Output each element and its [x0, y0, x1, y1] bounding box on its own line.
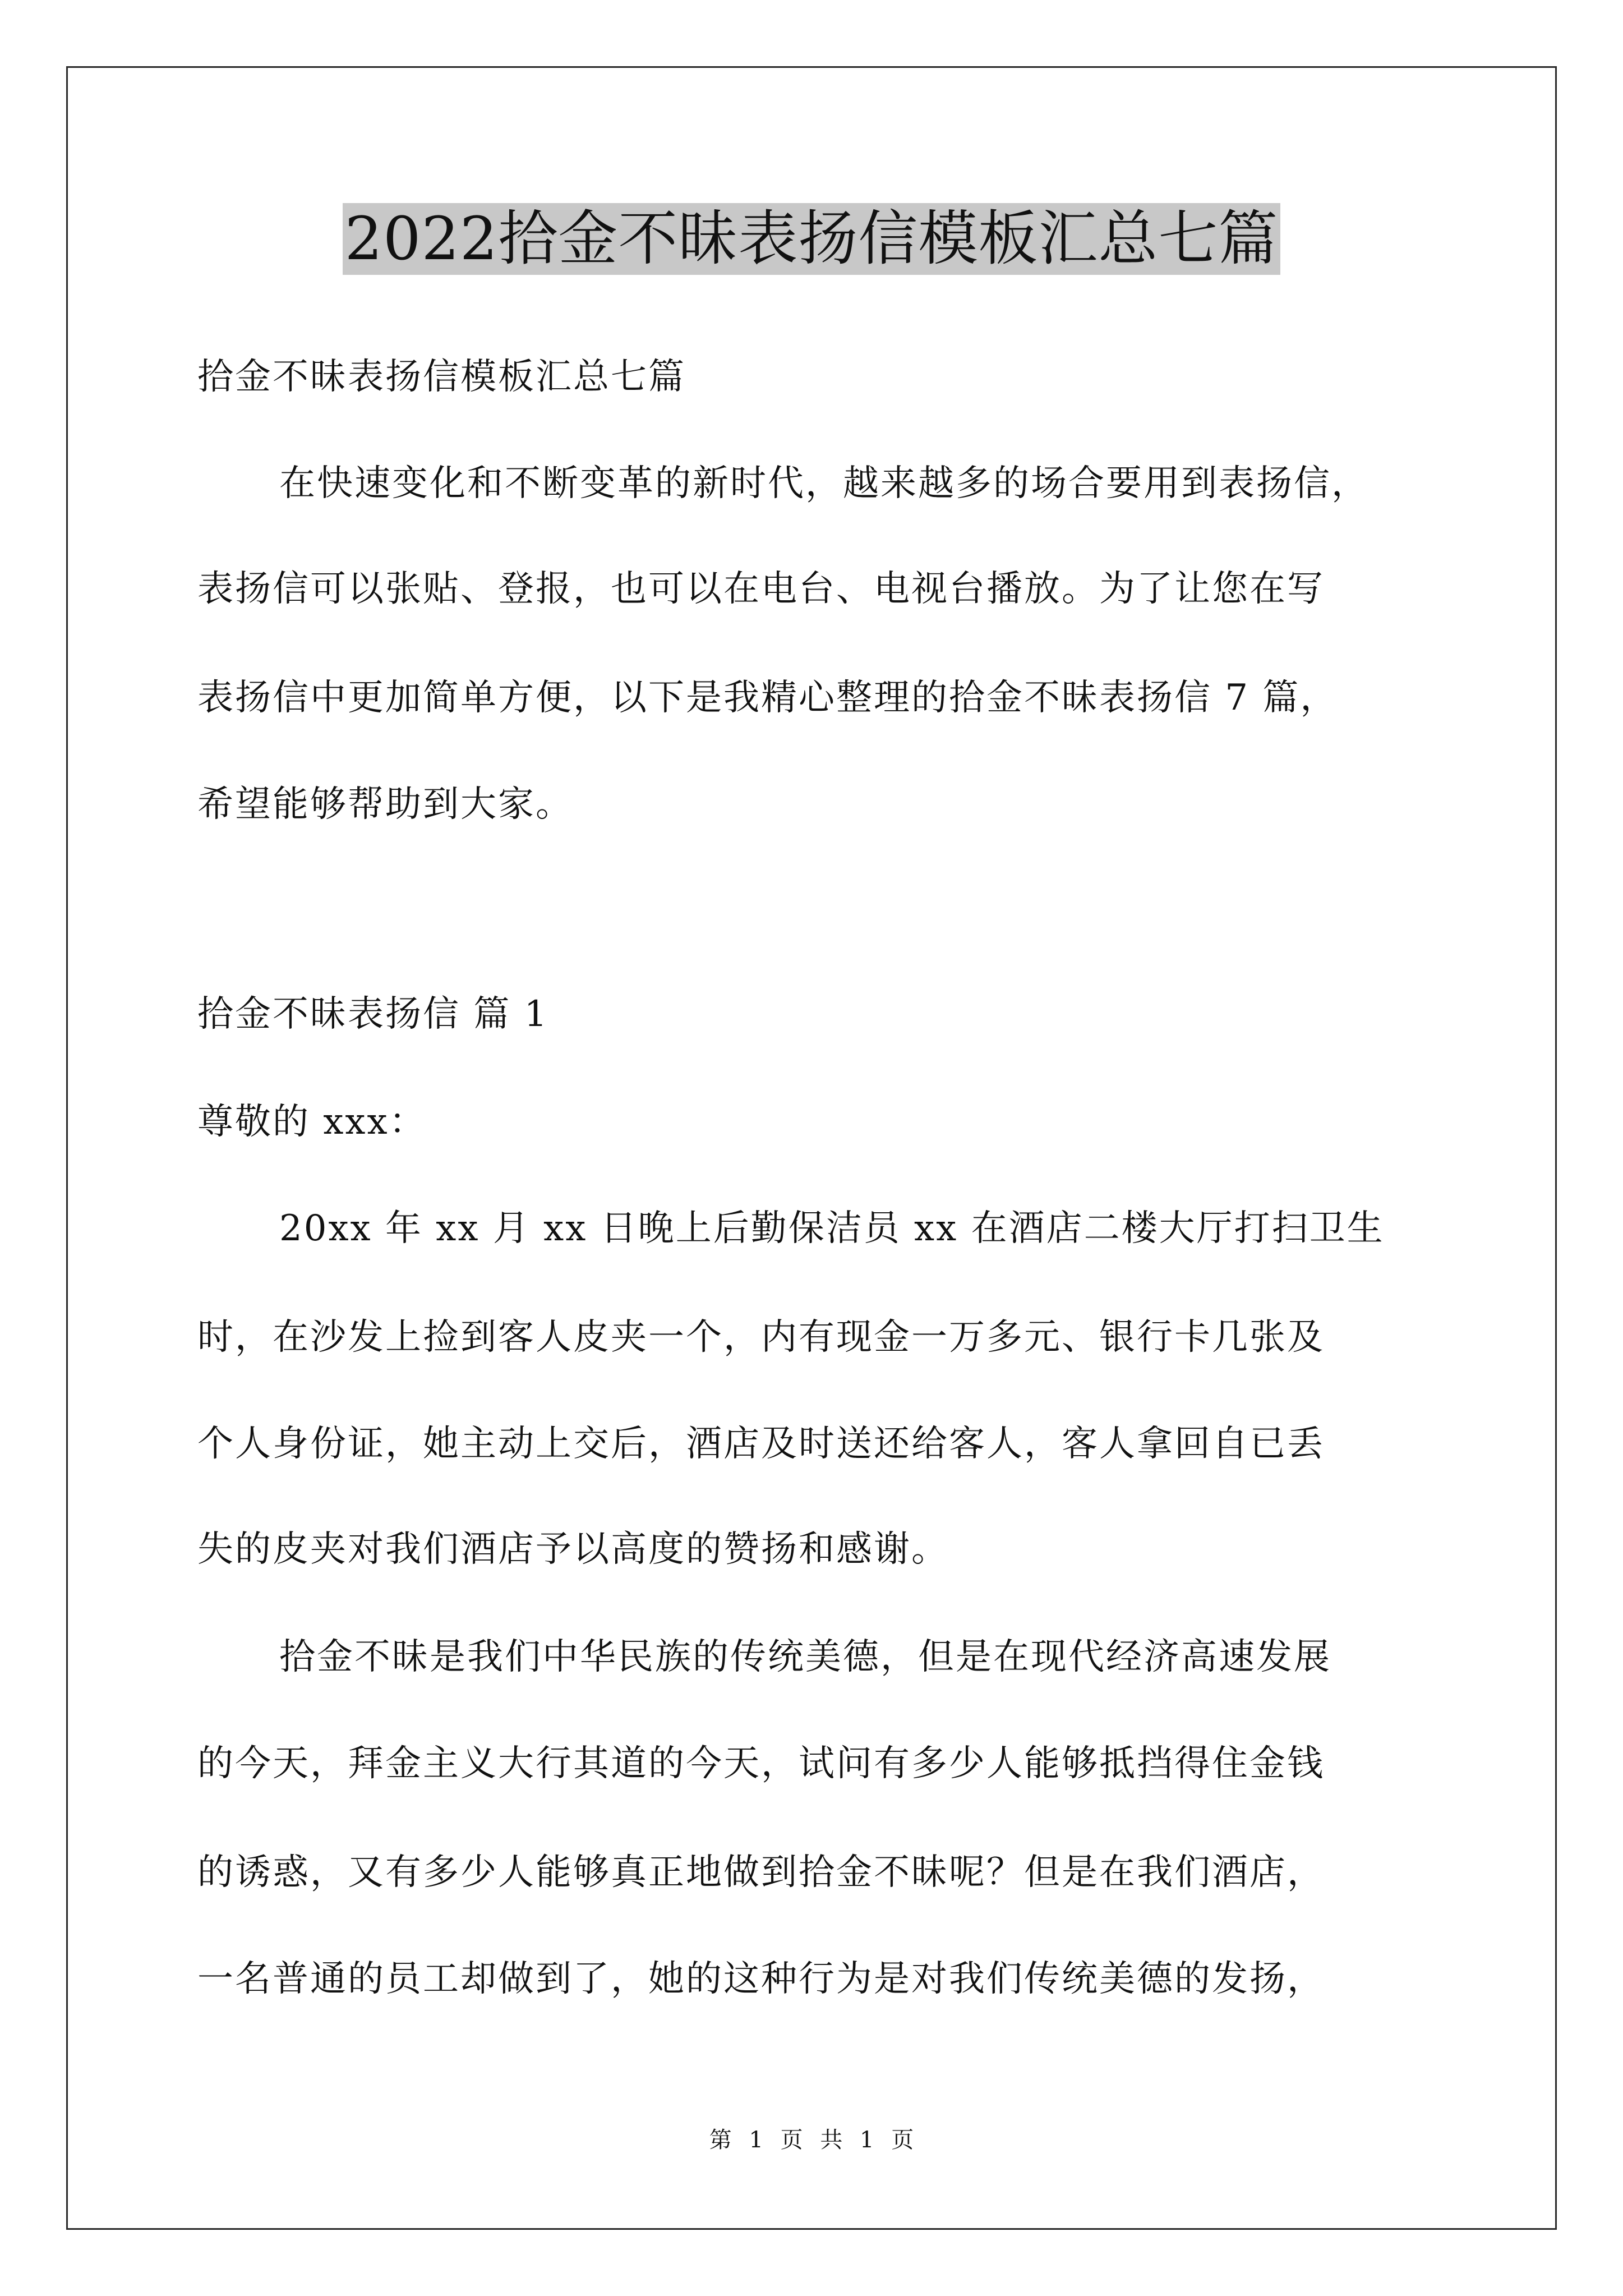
- page-footer: 第 1 页 共 1 页: [709, 2127, 914, 2153]
- section-heading: 拾金不昧表扬信 篇 1: [197, 993, 549, 1035]
- title-container: [0, 203, 1623, 275]
- body-line: 失的皮夹对我们酒店予以高度的赞扬和感谢。: [197, 1529, 949, 1570]
- salutation: 尊敬的 xxx：: [197, 1101, 427, 1143]
- document-subtitle: 拾金不昧表扬信模板汇总七篇: [197, 356, 686, 398]
- body-line: 的诱惑，又有多少人能够真正地做到拾金不昧呢？但是在我们酒店，: [197, 1852, 1325, 1893]
- body-line: 个人身份证，她主动上交后，酒店及时送还给客人，客人拿回自已丢: [197, 1423, 1325, 1465]
- body-line: 时，在沙发上捡到客人皮夹一个，内有现金一万多元、银行卡几张及: [197, 1317, 1325, 1358]
- body-line: 的今天，拜金主义大行其道的今天，试问有多少人能够抵挡得住金钱: [197, 1743, 1325, 1784]
- body-line: 表扬信可以张贴、登报，也可以在电台、电视台播放。为了让您在写: [197, 568, 1325, 610]
- body-line: 20xx 年 xx 月 xx 日晚上后勤保洁员 xx 在酒店二楼大厅打扫卫生: [279, 1208, 1385, 1249]
- document-title: 2022拾金不昧表扬信模板汇总七篇: [343, 203, 1281, 275]
- body-line: 一名普通的员工却做到了，她的这种行为是对我们传统美德的发扬，: [197, 1958, 1325, 2000]
- body-line: 表扬信中更加简单方便，以下是我精心整理的拾金不昧表扬信 7 篇，: [197, 677, 1338, 719]
- body-line: 在快速变化和不断变革的新时代，越来越多的场合要用到表扬信，: [279, 463, 1369, 504]
- body-line: 拾金不昧是我们中华民族的传统美德，但是在现代经济高速发展: [279, 1636, 1331, 1678]
- body-line: 希望能够帮助到大家。: [197, 784, 573, 825]
